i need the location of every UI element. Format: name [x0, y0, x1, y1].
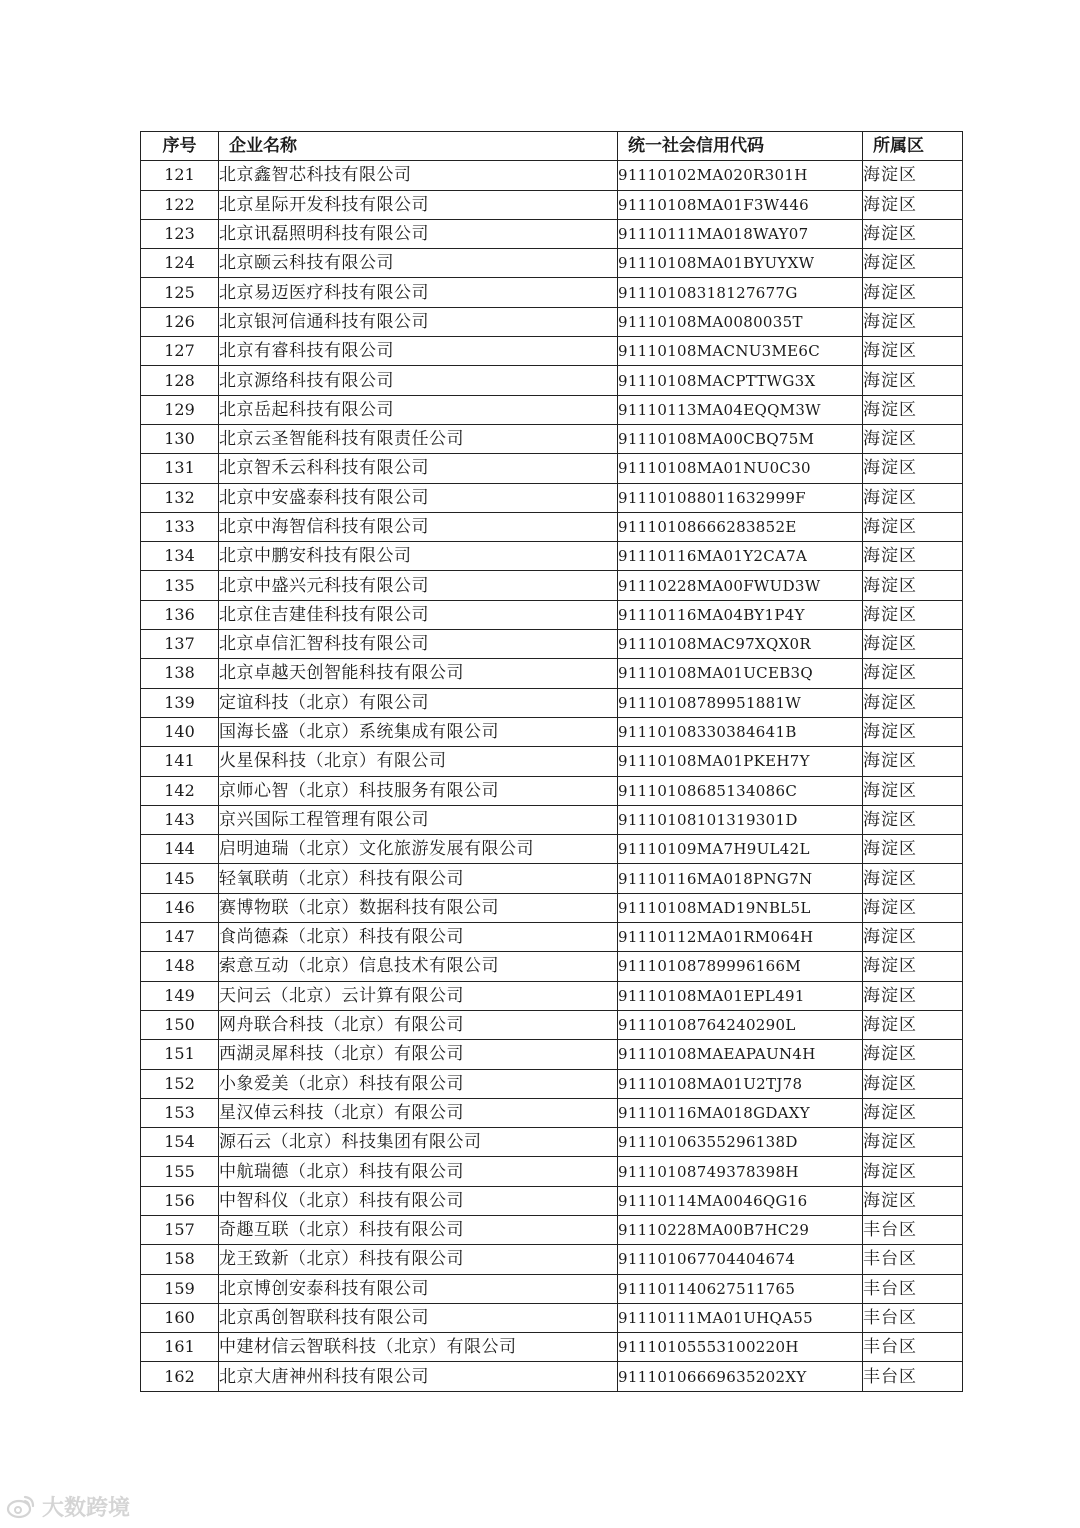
- cell-district: 丰台区: [863, 1303, 963, 1332]
- cell-serial-number: 125: [141, 278, 219, 307]
- company-list-table: [140, 131, 963, 1392]
- cell-district: 丰台区: [863, 1362, 963, 1391]
- table-row: [141, 1040, 963, 1069]
- cell-company-name: 北京讯磊照明科技有限公司: [219, 219, 618, 248]
- cell-district: 海淀区: [863, 923, 963, 952]
- cell-district: 海淀区: [863, 337, 963, 366]
- cell-district: 海淀区: [863, 395, 963, 424]
- cell-serial-number: 156: [141, 1186, 219, 1215]
- table-row: [141, 512, 963, 541]
- cell-serial-number: 133: [141, 512, 219, 541]
- table-row: [141, 1098, 963, 1127]
- cell-serial-number: 139: [141, 688, 219, 717]
- cell-serial-number: 131: [141, 454, 219, 483]
- table-row: [141, 1128, 963, 1157]
- cell-company-name: 北京卓越天创智能科技有限公司: [219, 659, 618, 688]
- table-body: [141, 161, 963, 1391]
- cell-serial-number: 155: [141, 1157, 219, 1186]
- cell-credit-code: 91110108330384641B: [618, 717, 863, 746]
- cell-credit-code: 91110228MA00B7HC29: [618, 1215, 863, 1244]
- table-row: [141, 864, 963, 893]
- cell-serial-number: 145: [141, 864, 219, 893]
- cell-credit-code: 91110108685134086C: [618, 776, 863, 805]
- cell-district: 丰台区: [863, 1215, 963, 1244]
- cell-district: 海淀区: [863, 1186, 963, 1215]
- cell-serial-number: 159: [141, 1274, 219, 1303]
- cell-company-name: 京兴国际工程管理有限公司: [219, 805, 618, 834]
- table-row: [141, 424, 963, 453]
- cell-district: 海淀区: [863, 1069, 963, 1098]
- cell-district: 海淀区: [863, 571, 963, 600]
- cell-district: 海淀区: [863, 1010, 963, 1039]
- cell-serial-number: 158: [141, 1245, 219, 1274]
- cell-credit-code: 91110108MA0080035T: [618, 307, 863, 336]
- cell-company-name: 北京住吉建佳科技有限公司: [219, 600, 618, 629]
- cell-credit-code: 91110116MA04BY1P4Y: [618, 600, 863, 629]
- table-row: [141, 600, 963, 629]
- table-row: [141, 688, 963, 717]
- cell-serial-number: 148: [141, 952, 219, 981]
- cell-company-name: 北京鑫智芯科技有限公司: [219, 161, 618, 190]
- cell-credit-code: 91110228MA00FWUD3W: [618, 571, 863, 600]
- cell-company-name: 北京颐云科技有限公司: [219, 249, 618, 278]
- cell-company-name: 奇趣互联（北京）科技有限公司: [219, 1215, 618, 1244]
- cell-serial-number: 152: [141, 1069, 219, 1098]
- cell-credit-code: 91110108666283852E: [618, 512, 863, 541]
- cell-company-name: 源石云（北京）科技集团有限公司: [219, 1128, 618, 1157]
- cell-district: 海淀区: [863, 278, 963, 307]
- cell-serial-number: 135: [141, 571, 219, 600]
- cell-serial-number: 154: [141, 1128, 219, 1157]
- cell-district: 海淀区: [863, 717, 963, 746]
- cell-company-name: 中建材信云智联科技（北京）有限公司: [219, 1333, 618, 1362]
- table-row: [141, 1186, 963, 1215]
- cell-company-name: 北京智禾云科科技有限公司: [219, 454, 618, 483]
- cell-credit-code: 91110108MA01PKEH7Y: [618, 747, 863, 776]
- table-row: [141, 776, 963, 805]
- cell-serial-number: 137: [141, 630, 219, 659]
- cell-serial-number: 146: [141, 893, 219, 922]
- cell-district: 丰台区: [863, 1245, 963, 1274]
- table-row: [141, 190, 963, 219]
- cell-credit-code: 91110108MA01NU0C30: [618, 454, 863, 483]
- header-serial-number: 序号: [141, 132, 219, 161]
- cell-district: 丰台区: [863, 1333, 963, 1362]
- table-row: [141, 307, 963, 336]
- cell-credit-code: 91110116MA018PNG7N: [618, 864, 863, 893]
- cell-serial-number: 144: [141, 835, 219, 864]
- cell-district: 海淀区: [863, 981, 963, 1010]
- cell-district: 海淀区: [863, 659, 963, 688]
- header-company-name: 企业名称: [219, 132, 618, 161]
- cell-district: 海淀区: [863, 1098, 963, 1127]
- cell-credit-code: 91110108MA01U2TJ78: [618, 1069, 863, 1098]
- table-row: [141, 630, 963, 659]
- cell-district: 海淀区: [863, 512, 963, 541]
- cell-district: 海淀区: [863, 542, 963, 571]
- header-district: 所属区: [863, 132, 963, 161]
- cell-company-name: 北京岳起科技有限公司: [219, 395, 618, 424]
- cell-district: 海淀区: [863, 805, 963, 834]
- cell-company-name: 定谊科技（北京）有限公司: [219, 688, 618, 717]
- cell-company-name: 北京源络科技有限公司: [219, 366, 618, 395]
- table-row: [141, 1157, 963, 1186]
- cell-serial-number: 134: [141, 542, 219, 571]
- cell-serial-number: 136: [141, 600, 219, 629]
- table-row: [141, 1303, 963, 1332]
- cell-serial-number: 128: [141, 366, 219, 395]
- cell-serial-number: 127: [141, 337, 219, 366]
- cell-company-name: 北京博创安泰科技有限公司: [219, 1274, 618, 1303]
- watermark-text: 大数跨境: [42, 1495, 131, 1521]
- cell-company-name: 北京卓信汇智科技有限公司: [219, 630, 618, 659]
- table-row: [141, 161, 963, 190]
- cell-serial-number: 147: [141, 923, 219, 952]
- table-row: [141, 717, 963, 746]
- cell-credit-code: 91110108789951881W: [618, 688, 863, 717]
- cell-credit-code: 91110116MA01Y2CA7A: [618, 542, 863, 571]
- cell-serial-number: 138: [141, 659, 219, 688]
- cell-serial-number: 123: [141, 219, 219, 248]
- cell-company-name: 北京中海智信科技有限公司: [219, 512, 618, 541]
- watermark: [6, 1490, 130, 1522]
- cell-company-name: 国海长盛（北京）系统集成有限公司: [219, 717, 618, 746]
- table-row: [141, 1245, 963, 1274]
- cell-serial-number: 140: [141, 717, 219, 746]
- table-row: [141, 1069, 963, 1098]
- cell-company-name: 星汉倬云科技（北京）有限公司: [219, 1098, 618, 1127]
- cell-serial-number: 132: [141, 483, 219, 512]
- table-row: [141, 219, 963, 248]
- cell-district: 海淀区: [863, 366, 963, 395]
- cell-credit-code: 91110108MA00CBQ75M: [618, 424, 863, 453]
- cell-credit-code: 91110106355296138D: [618, 1128, 863, 1157]
- table-row: [141, 337, 963, 366]
- table-row: [141, 1362, 963, 1391]
- cell-district: 海淀区: [863, 161, 963, 190]
- cell-credit-code: 91110108764240290L: [618, 1010, 863, 1039]
- table-row: [141, 981, 963, 1010]
- cell-serial-number: 126: [141, 307, 219, 336]
- cell-company-name: 北京有睿科技有限公司: [219, 337, 618, 366]
- cell-district: 海淀区: [863, 893, 963, 922]
- cell-company-name: 北京星际开发科技有限公司: [219, 190, 618, 219]
- cell-company-name: 北京中安盛泰科技有限公司: [219, 483, 618, 512]
- cell-serial-number: 124: [141, 249, 219, 278]
- cell-company-name: 北京禹创智联科技有限公司: [219, 1303, 618, 1332]
- cell-district: 海淀区: [863, 190, 963, 219]
- cell-company-name: 网舟联合科技（北京）有限公司: [219, 1010, 618, 1039]
- cell-credit-code: 91110105553100220H: [618, 1333, 863, 1362]
- cell-credit-code: 91110108MACNU3ME6C: [618, 337, 863, 366]
- cell-district: 海淀区: [863, 249, 963, 278]
- cell-credit-code: 911101067704404674: [618, 1245, 863, 1274]
- table-row: [141, 454, 963, 483]
- cell-serial-number: 141: [141, 747, 219, 776]
- cell-district: 海淀区: [863, 747, 963, 776]
- cell-company-name: 京师心智（北京）科技服务有限公司: [219, 776, 618, 805]
- cell-credit-code: 91110108MA01F3W446: [618, 190, 863, 219]
- cell-district: 海淀区: [863, 307, 963, 336]
- table-row: [141, 923, 963, 952]
- cell-company-name: 北京大唐神州科技有限公司: [219, 1362, 618, 1391]
- cell-serial-number: 161: [141, 1333, 219, 1362]
- cell-district: 海淀区: [863, 424, 963, 453]
- cell-serial-number: 149: [141, 981, 219, 1010]
- cell-company-name: 启明迪瑞（北京）文化旅游发展有限公司: [219, 835, 618, 864]
- cell-company-name: 中航瑞德（北京）科技有限公司: [219, 1157, 618, 1186]
- cell-serial-number: 162: [141, 1362, 219, 1391]
- weibo-icon: [6, 1493, 36, 1519]
- cell-credit-code: 91110116MA018GDAXY: [618, 1098, 863, 1127]
- table-row: [141, 1215, 963, 1244]
- table-row: [141, 1333, 963, 1362]
- cell-company-name: 西湖灵犀科技（北京）有限公司: [219, 1040, 618, 1069]
- table-row: [141, 278, 963, 307]
- cell-district: 海淀区: [863, 776, 963, 805]
- cell-district: 海淀区: [863, 864, 963, 893]
- cell-company-name: 龙王致新（北京）科技有限公司: [219, 1245, 618, 1274]
- cell-serial-number: 122: [141, 190, 219, 219]
- cell-district: 海淀区: [863, 952, 963, 981]
- cell-company-name: 中智科仪（北京）科技有限公司: [219, 1186, 618, 1215]
- cell-company-name: 北京银河信通科技有限公司: [219, 307, 618, 336]
- table-row: [141, 542, 963, 571]
- cell-district: 海淀区: [863, 1157, 963, 1186]
- table-row: [141, 747, 963, 776]
- cell-company-name: 北京易迈医疗科技有限公司: [219, 278, 618, 307]
- cell-district: 海淀区: [863, 600, 963, 629]
- cell-district: 海淀区: [863, 1040, 963, 1069]
- cell-serial-number: 153: [141, 1098, 219, 1127]
- cell-credit-code: 91110108MAC97XQX0R: [618, 630, 863, 659]
- table-row: [141, 1274, 963, 1303]
- table-row: [141, 1010, 963, 1039]
- table-row: [141, 395, 963, 424]
- cell-credit-code: 91110108318127677G: [618, 278, 863, 307]
- cell-credit-code: 91110108789996166M: [618, 952, 863, 981]
- cell-serial-number: 130: [141, 424, 219, 453]
- cell-district: 海淀区: [863, 688, 963, 717]
- cell-company-name: 索意互动（北京）信息技术有限公司: [219, 952, 618, 981]
- cell-company-name: 小象爱美（北京）科技有限公司: [219, 1069, 618, 1098]
- cell-district: 海淀区: [863, 219, 963, 248]
- cell-credit-code: 91110111MA01UHQA55: [618, 1303, 863, 1332]
- cell-district: 海淀区: [863, 454, 963, 483]
- cell-credit-code: 91110108MAD19NBL5L: [618, 893, 863, 922]
- cell-serial-number: 150: [141, 1010, 219, 1039]
- cell-credit-code: 91110108MA01UCEB3Q: [618, 659, 863, 688]
- cell-serial-number: 157: [141, 1215, 219, 1244]
- cell-district: 丰台区: [863, 1274, 963, 1303]
- cell-credit-code: 91110108MACPTTWG3X: [618, 366, 863, 395]
- cell-credit-code: 91110108MAEAPAUN4H: [618, 1040, 863, 1069]
- cell-serial-number: 151: [141, 1040, 219, 1069]
- table-row: [141, 366, 963, 395]
- cell-company-name: 北京中鹏安科技有限公司: [219, 542, 618, 571]
- cell-company-name: 轻氧联萌（北京）科技有限公司: [219, 864, 618, 893]
- table-row: [141, 893, 963, 922]
- table-row: [141, 805, 963, 834]
- cell-serial-number: 142: [141, 776, 219, 805]
- cell-district: 海淀区: [863, 835, 963, 864]
- cell-company-name: 北京中盛兴元科技有限公司: [219, 571, 618, 600]
- cell-serial-number: 160: [141, 1303, 219, 1332]
- cell-credit-code: 91110109MA7H9UL42L: [618, 835, 863, 864]
- cell-district: 海淀区: [863, 1128, 963, 1157]
- table-row: [141, 952, 963, 981]
- cell-company-name: 食尚德森（北京）科技有限公司: [219, 923, 618, 952]
- cell-company-name: 北京云圣智能科技有限责任公司: [219, 424, 618, 453]
- cell-credit-code: 91110111MA018WAY07: [618, 219, 863, 248]
- header-credit-code: 统一社会信用代码: [618, 132, 863, 161]
- cell-credit-code: 91110102MA020R301H: [618, 161, 863, 190]
- cell-credit-code: 91110114MA0046QG16: [618, 1186, 863, 1215]
- cell-credit-code: 91110113MA04EQQM3W: [618, 395, 863, 424]
- cell-credit-code: 911101088011632999F: [618, 483, 863, 512]
- cell-credit-code: 91110108MA01EPL491: [618, 981, 863, 1010]
- cell-credit-code: 91110108MA01BYUYXW: [618, 249, 863, 278]
- table-header-row: [141, 132, 963, 161]
- cell-district: 海淀区: [863, 630, 963, 659]
- cell-credit-code: 91110108749378398H: [618, 1157, 863, 1186]
- cell-credit-code: 911101140627511765: [618, 1274, 863, 1303]
- cell-company-name: 天问云（北京）云计算有限公司: [219, 981, 618, 1010]
- table-row: [141, 659, 963, 688]
- table-row: [141, 483, 963, 512]
- cell-credit-code: 91110112MA01RM064H: [618, 923, 863, 952]
- cell-company-name: 火星保科技（北京）有限公司: [219, 747, 618, 776]
- cell-serial-number: 129: [141, 395, 219, 424]
- cell-serial-number: 121: [141, 161, 219, 190]
- cell-credit-code: 91110106669635202XY: [618, 1362, 863, 1391]
- cell-company-name: 赛博物联（北京）数据科技有限公司: [219, 893, 618, 922]
- table-row: [141, 249, 963, 278]
- table-row: [141, 571, 963, 600]
- cell-credit-code: 91110108101319301D: [618, 805, 863, 834]
- table-row: [141, 835, 963, 864]
- cell-district: 海淀区: [863, 483, 963, 512]
- cell-serial-number: 143: [141, 805, 219, 834]
